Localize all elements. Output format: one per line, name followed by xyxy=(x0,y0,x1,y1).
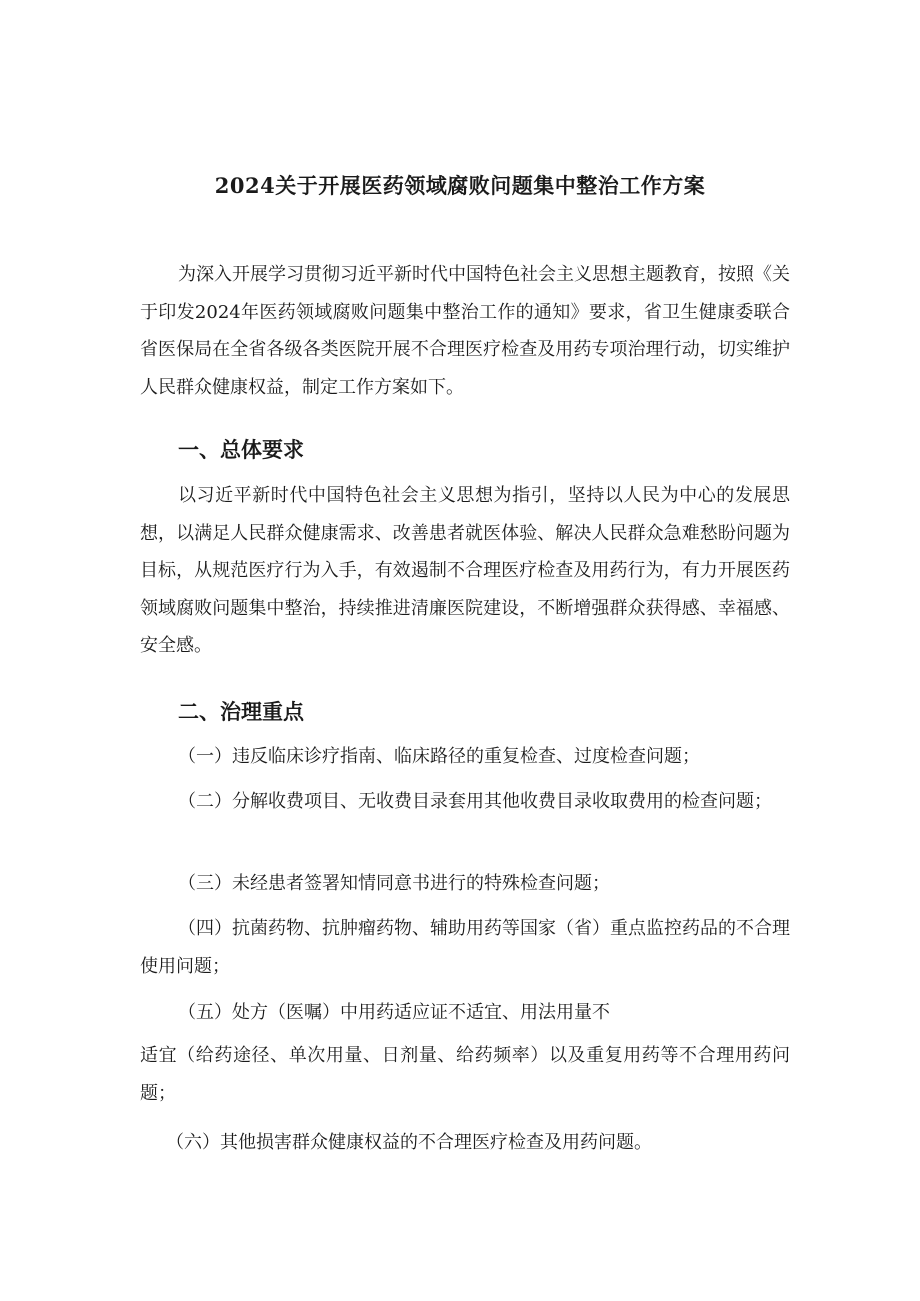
section-1-body: 以习近平新时代中国特色社会主义思想为指引，坚持以人民为中心的发展思想，以满足人民群众健康需求、改善患者就医体验、解决人民群众急难愁盼问题为目标，从规范医疗行为入手，有效遏制不合理医疗检查及用药行为，有力开展医药领域腐败问题集中整治，持续推进清廉医院建设，不断增强群众获得感、幸福感、安全感。 xyxy=(140,485,790,656)
section-1-heading: 一、总体要求 xyxy=(178,437,304,462)
document-title: 2024关于开展医药领域腐败问题集中整治工作方案 xyxy=(214,173,706,198)
item-4: （四）抗菌药物、抗肿瘤药物、辅助用药等国家（省）重点监控药品的不合理使用问题； xyxy=(140,918,790,977)
item-6: （六）其他损害群众健康权益的不合理医疗检查及用药问题。 xyxy=(166,1132,652,1153)
item-1: （一）违反临床诊疗指南、临床路径的重复检查、过度检查问题； xyxy=(178,746,700,767)
item-3: （三）未经患者签署知情同意书进行的特殊检查问题； xyxy=(178,873,610,894)
item-2: （二）分解收费项目、无收费目录套用其他收费目录收取费用的检查问题； xyxy=(178,791,772,812)
intro-paragraph: 为深入开展学习贯彻习近平新时代中国特色社会主义思想主题教育，按照《关于印发2024年医药领域腐败问题集中整治工作的通知》要求，省卫生健康委联合省医保局在全省各级各类医院开展不合理医疗检查及用药专项治理行动，切实维护人民群众健康权益，制定工作方案如下。 xyxy=(140,264,790,398)
item-5-line-1: （五）处方（医嘱）中用药适应证不适宜、用法用量不 xyxy=(178,1002,610,1023)
item-5-line-2: 适宜（给药途径、单次用量、日剂量、给药频率）以及重复用药等不合理用药问题； xyxy=(140,1045,790,1104)
section-2-heading: 二、治理重点 xyxy=(178,699,304,724)
